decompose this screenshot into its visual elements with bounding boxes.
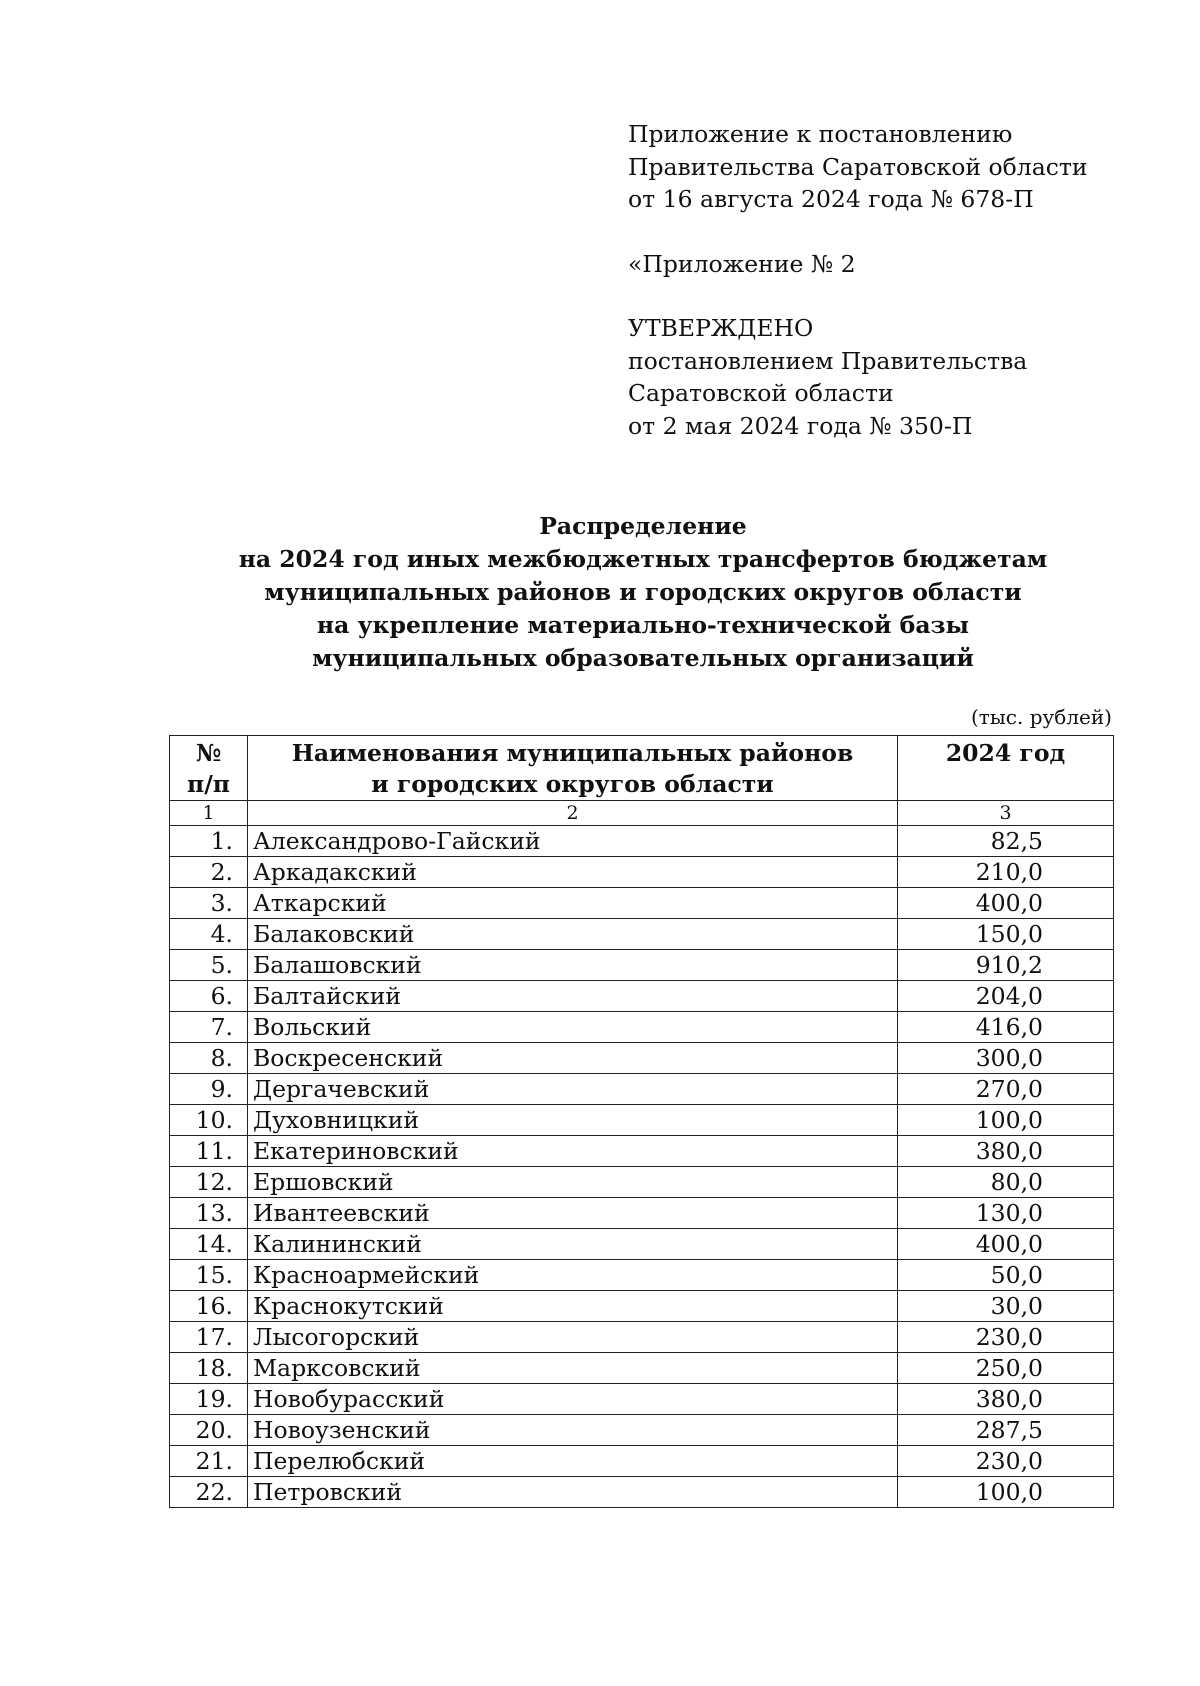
table-row bbox=[170, 1229, 1114, 1260]
row-number: 6. bbox=[170, 981, 248, 1012]
row-municipality: Балтайский bbox=[248, 981, 898, 1012]
row-number: 15. bbox=[170, 1260, 248, 1291]
row-number: 20. bbox=[170, 1415, 248, 1446]
table-row bbox=[170, 1415, 1114, 1446]
row-amount: 380,0 bbox=[898, 1384, 1114, 1415]
row-amount: 30,0 bbox=[898, 1291, 1114, 1322]
table-header-row bbox=[170, 736, 1114, 801]
row-amount: 416,0 bbox=[898, 1012, 1114, 1043]
row-number: 8. bbox=[170, 1043, 248, 1074]
title-line-4: на укрепление материально-технической базы bbox=[316, 611, 970, 639]
row-municipality: Краснокутский bbox=[248, 1291, 898, 1322]
title-line-2: на 2024 год иных межбюджетных трансфертов бюджетам bbox=[238, 545, 1048, 573]
row-amount: 100,0 bbox=[898, 1105, 1114, 1136]
row-number: 22. bbox=[170, 1477, 248, 1508]
row-number: 19. bbox=[170, 1384, 248, 1415]
header-number-line-1: № bbox=[195, 739, 222, 767]
approved-label: УТВЕРЖДЕНО bbox=[628, 314, 814, 342]
row-amount: 230,0 bbox=[898, 1446, 1114, 1477]
row-municipality: Новоузенский bbox=[248, 1415, 898, 1446]
row-number: 10. bbox=[170, 1105, 248, 1136]
table-row bbox=[170, 1291, 1114, 1322]
row-amount: 80,0 bbox=[898, 1167, 1114, 1198]
row-number: 13. bbox=[170, 1198, 248, 1229]
row-number: 3. bbox=[170, 888, 248, 919]
row-amount: 150,0 bbox=[898, 919, 1114, 950]
row-amount: 270,0 bbox=[898, 1074, 1114, 1105]
header-number-line-2: п/п bbox=[187, 770, 230, 798]
row-amount: 100,0 bbox=[898, 1477, 1114, 1508]
row-number: 17. bbox=[170, 1322, 248, 1353]
row-number: 4. bbox=[170, 919, 248, 950]
header-number bbox=[170, 736, 248, 801]
row-municipality: Петровский bbox=[248, 1477, 898, 1508]
row-municipality: Новобурасский bbox=[248, 1384, 898, 1415]
row-amount: 287,5 bbox=[898, 1415, 1114, 1446]
approved-by-line-1: постановлением Правительства bbox=[628, 346, 1028, 375]
row-municipality: Аткарский bbox=[248, 888, 898, 919]
row-municipality: Екатериновский bbox=[248, 1136, 898, 1167]
table-row bbox=[170, 1136, 1114, 1167]
row-amount: 82,5 bbox=[898, 826, 1114, 857]
header-name bbox=[248, 736, 898, 801]
row-municipality: Марксовский bbox=[248, 1353, 898, 1384]
table-row bbox=[170, 1477, 1114, 1508]
table-row bbox=[170, 1198, 1114, 1229]
row-municipality: Духовницкий bbox=[248, 1105, 898, 1136]
table-row bbox=[170, 919, 1114, 950]
row-amount: 204,0 bbox=[898, 981, 1114, 1012]
table-row bbox=[170, 857, 1114, 888]
title-line-5: муниципальных образовательных организаций bbox=[312, 644, 974, 672]
table-row bbox=[170, 1043, 1114, 1074]
appendix-line-2: Правительства Саратовской области bbox=[628, 152, 1088, 181]
row-municipality: Аркадакский bbox=[248, 857, 898, 888]
column-index-3: 3 bbox=[898, 801, 1114, 826]
row-amount: 250,0 bbox=[898, 1353, 1114, 1384]
appendix-line-1: Приложение к постановлению bbox=[628, 120, 1013, 148]
table-row bbox=[170, 981, 1114, 1012]
table-row bbox=[170, 950, 1114, 981]
document-title bbox=[170, 510, 1116, 675]
row-municipality: Дергачевский bbox=[248, 1074, 898, 1105]
column-index-2: 2 bbox=[248, 801, 898, 826]
row-amount: 230,0 bbox=[898, 1322, 1114, 1353]
column-index-1: 1 bbox=[170, 801, 248, 826]
approved-by-line-2: Саратовской области bbox=[628, 379, 894, 407]
table-row bbox=[170, 1074, 1114, 1105]
row-number: 18. bbox=[170, 1353, 248, 1384]
table-row bbox=[170, 1446, 1114, 1477]
table-row bbox=[170, 1105, 1114, 1136]
table-row bbox=[170, 826, 1114, 857]
row-municipality: Лысогорский bbox=[248, 1322, 898, 1353]
row-municipality: Ершовский bbox=[248, 1167, 898, 1198]
header-year: 2024 год bbox=[898, 736, 1114, 801]
title-line-1: Распределение bbox=[539, 512, 747, 540]
appendix-line-3: от 16 августа 2024 года № 678-П bbox=[628, 185, 1034, 213]
annex-number: «Приложение № 2 bbox=[628, 249, 856, 278]
table-row bbox=[170, 888, 1114, 919]
row-number: 14. bbox=[170, 1229, 248, 1260]
table-row bbox=[170, 1260, 1114, 1291]
row-municipality: Балашовский bbox=[248, 950, 898, 981]
row-amount: 210,0 bbox=[898, 857, 1114, 888]
row-number: 21. bbox=[170, 1446, 248, 1477]
row-municipality: Александрово-Гайский bbox=[248, 826, 898, 857]
row-municipality: Воскресенский bbox=[248, 1043, 898, 1074]
header-name-line-1: Наименования муниципальных районов bbox=[291, 739, 854, 767]
row-amount: 130,0 bbox=[898, 1198, 1114, 1229]
row-number: 12. bbox=[170, 1167, 248, 1198]
row-amount: 300,0 bbox=[898, 1043, 1114, 1074]
table-row bbox=[170, 1012, 1114, 1043]
appendix-header bbox=[628, 118, 1148, 442]
row-municipality: Балаковский bbox=[248, 919, 898, 950]
table-row bbox=[170, 1167, 1114, 1198]
row-number: 16. bbox=[170, 1291, 248, 1322]
table-row bbox=[170, 1384, 1114, 1415]
table-row bbox=[170, 1322, 1114, 1353]
row-municipality: Калининский bbox=[248, 1229, 898, 1260]
row-number: 7. bbox=[170, 1012, 248, 1043]
header-name-line-2: и городских округов области bbox=[371, 770, 774, 798]
row-number: 2. bbox=[170, 857, 248, 888]
table-row bbox=[170, 1353, 1114, 1384]
row-amount: 50,0 bbox=[898, 1260, 1114, 1291]
row-amount: 380,0 bbox=[898, 1136, 1114, 1167]
row-number: 9. bbox=[170, 1074, 248, 1105]
row-number: 1. bbox=[170, 826, 248, 857]
row-amount: 910,2 bbox=[898, 950, 1114, 981]
row-amount: 400,0 bbox=[898, 888, 1114, 919]
units-label: (тыс. рублей) bbox=[971, 705, 1112, 729]
row-amount: 400,0 bbox=[898, 1229, 1114, 1260]
column-index-row bbox=[170, 801, 1114, 826]
row-municipality: Вольский bbox=[248, 1012, 898, 1043]
row-number: 5. bbox=[170, 950, 248, 981]
row-municipality: Перелюбский bbox=[248, 1446, 898, 1477]
row-municipality: Красноармейский bbox=[248, 1260, 898, 1291]
title-line-3: муниципальных районов и городских округов области bbox=[264, 578, 1022, 606]
allocation-table bbox=[169, 735, 1114, 1508]
row-municipality: Ивантеевский bbox=[248, 1198, 898, 1229]
approved-date: от 2 мая 2024 года № 350-П bbox=[628, 411, 973, 440]
row-number: 11. bbox=[170, 1136, 248, 1167]
